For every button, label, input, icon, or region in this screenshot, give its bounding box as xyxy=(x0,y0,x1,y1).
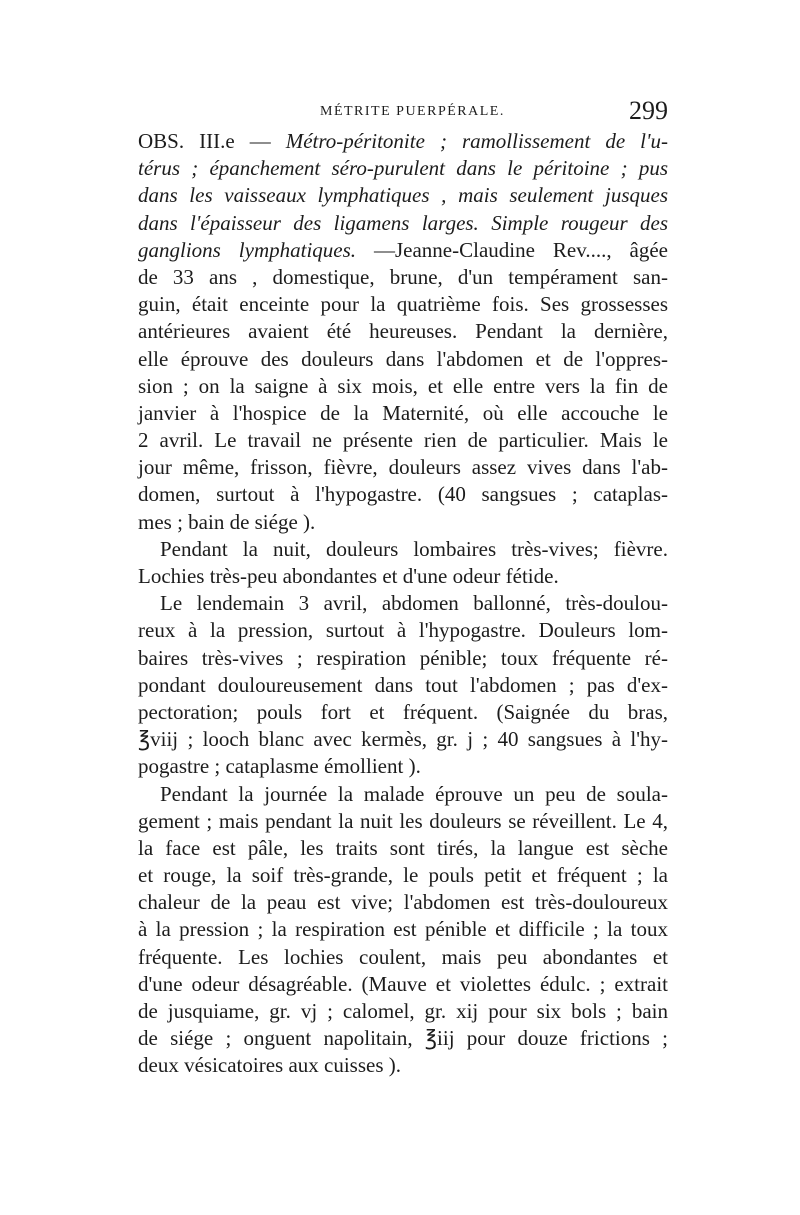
text-line xyxy=(138,182,668,209)
text-line xyxy=(138,781,668,808)
text-run: Pendant la journée la malade éprouve un peu de soula- xyxy=(160,781,668,806)
text-line xyxy=(138,726,668,753)
text-line xyxy=(138,318,668,345)
text-line xyxy=(138,373,668,400)
text-run: pectoration; pouls fort et fréquent. (Saignée du bras, xyxy=(138,699,668,724)
text-line xyxy=(138,862,668,889)
text-line xyxy=(138,454,668,481)
text-run: chaleur de la peau est vive; l'abdomen est très-douloureux xyxy=(138,890,668,915)
text-run: de 33 ans , domestique, brune, d'un tempérament san- xyxy=(138,264,668,289)
text-line xyxy=(138,427,668,454)
text-line xyxy=(138,889,668,916)
text-run: reux à la pression, surtout à l'hypogastre. Douleurs lom- xyxy=(138,618,668,643)
text-run: gement ; mais pendant la nuit les douleurs se réveillent. Le 4, xyxy=(138,808,668,833)
text-run: elle éprouve des douleurs dans l'abdomen et de l'oppres- xyxy=(138,346,668,371)
text-run: de siége ; onguent napolitain, ℥iij pour douze frictions ; xyxy=(138,1026,668,1051)
text-line xyxy=(138,672,668,699)
text-run: antérieures avaient été heureuses. Pendant la dernière, xyxy=(138,319,668,344)
text-line xyxy=(138,1025,668,1052)
text-run: et rouge, la soif très-grande, le pouls petit et fréquent ; la xyxy=(138,863,668,888)
text-line xyxy=(138,699,668,726)
text-run: Le lendemain 3 avril, abdomen ballonné, très-doulou- xyxy=(160,591,668,616)
text-line xyxy=(138,645,668,672)
text-run: Pendant la nuit, douleurs lombaires très-vives; fièvre. xyxy=(160,536,668,561)
text-line xyxy=(138,835,668,862)
text-line xyxy=(138,971,668,998)
text-run: dans les vaisseaux lymphatiques , mais seulement jusques xyxy=(138,183,668,208)
text-line xyxy=(138,210,668,237)
page-number: 299 xyxy=(629,96,668,125)
text-line xyxy=(138,509,668,536)
text-line xyxy=(138,617,668,644)
text-line xyxy=(138,536,668,563)
text-run: la face est pâle, les traits sont tirés, la langue est sèche xyxy=(138,835,668,860)
text-run: sion ; on la saigne à six mois, et elle entre vers la fin de xyxy=(138,373,668,398)
text-run: mes ; bain de siége ). xyxy=(138,509,316,534)
text-run: domen, surtout à l'hypogastre. (40 sangsues ; cataplas- xyxy=(138,482,668,507)
text-line xyxy=(138,264,668,291)
text-line xyxy=(138,590,668,617)
text-run: Métro-péritonite ; ramollissement de l'u- xyxy=(285,129,668,153)
text-run: ganglions lymphatiques. xyxy=(138,237,357,262)
text-line xyxy=(138,916,668,943)
text-run: térus ; épanchement séro-purulent dans le péritoine ; pus xyxy=(138,156,668,181)
text-run: e — xyxy=(225,129,286,153)
page-header xyxy=(138,86,668,126)
text-line xyxy=(138,400,668,427)
body-text xyxy=(138,128,668,1080)
text-run: dans l'épaisseur des ligamens larges. Simple rougeur des xyxy=(138,210,668,235)
text-run: 2 avril. Le travail ne présente rien de particulier. Mais le xyxy=(138,428,668,453)
text-line xyxy=(138,128,668,155)
text-line xyxy=(138,753,668,780)
text-line xyxy=(138,998,668,1025)
text-run: jour même, frisson, fièvre, douleurs assez vives dans l'ab- xyxy=(138,455,668,480)
text-line xyxy=(138,237,668,264)
text-run: à la pression ; la respiration est pénible et difficile ; la toux xyxy=(138,917,668,942)
text-line xyxy=(138,346,668,373)
text-run: deux vésicatoires aux cuisses ). xyxy=(138,1053,402,1078)
text-run: Lochies très-peu abondantes et d'une odeur fétide. xyxy=(138,564,559,588)
text-line xyxy=(138,944,668,971)
text-run: d'une odeur désagréable. (Mauve et violettes édulc. ; extrait xyxy=(138,971,668,996)
text-run: ℥viij ; looch blanc avec kermès, gr. j ; 40 sangsues à l'hy- xyxy=(138,727,668,752)
text-line xyxy=(138,1052,668,1079)
text-line xyxy=(138,808,668,835)
running-title: MÉTRITE PUERPÉRALE. xyxy=(320,104,505,119)
text-line xyxy=(138,155,668,182)
text-run: guin, était enceinte pour la quatrième fois. Ses grossesses xyxy=(138,292,668,317)
text-line xyxy=(138,481,668,508)
text-line xyxy=(138,291,668,318)
text-run: de jusquiame, gr. vj ; calomel, gr. xij pour six bols ; bain xyxy=(138,999,668,1023)
text-run: —Jeanne-Claudine Rev...., âgée xyxy=(356,237,669,262)
text-run: pondant douloureusement dans tout l'abdomen ; pas d'ex- xyxy=(138,672,668,697)
text-run: fréquente. Les lochies coulent, mais peu abondantes et xyxy=(138,944,668,969)
text-run: pogastre ; cataplasme émollient ). xyxy=(138,754,421,779)
text-line xyxy=(138,563,668,590)
text-run: baires très-vives ; respiration pénible; toux fréquente ré- xyxy=(138,645,668,670)
text-run: OBS. III. xyxy=(138,129,226,153)
text-run: janvier à l'hospice de la Maternité, où elle accouche le xyxy=(138,400,668,425)
